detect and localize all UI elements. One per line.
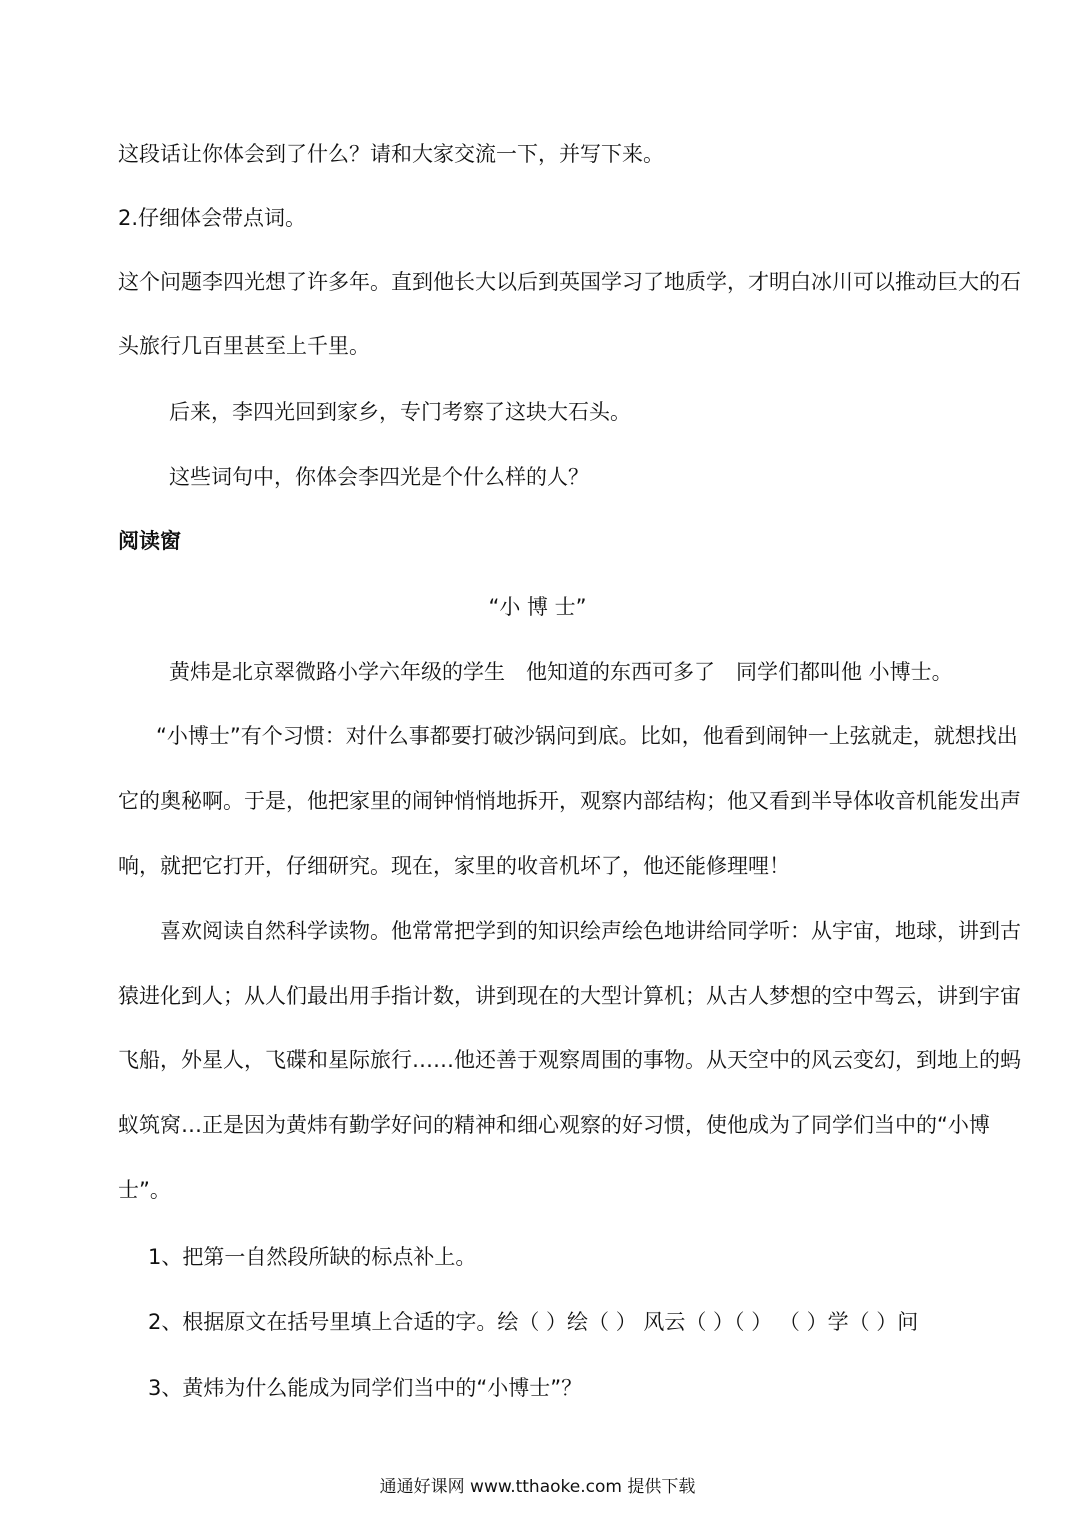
paragraph-2-line-1: “小博士”有个习惯：对什么事都要打破沙锅问到底。比如，他看到闹钟一上弦就走，就想找出 <box>156 724 1018 748</box>
question-1: 1、把第一自然段所缺的标点补上。 <box>148 1245 477 1269</box>
question-2: 2、根据原文在括号里填上合适的字。绘（ ）绘（ ） 风云（ ）（ ） （ ）学（ ）问 <box>148 1310 919 1334</box>
paragraph-1: 黄炜是北京翠微路小学六年级的学生 他知道的东西可多了 同学们都叫他 小博士。 <box>169 660 953 684</box>
question-3: 3、黄炜为什么能成为同学们当中的“小博士”？ <box>148 1376 583 1400</box>
paragraph-3-line-2: 猿进化到人；从人们最出用手指计数，讲到现在的大型计算机；从古人梦想的空中驾云，讲到宇宙 <box>118 984 1021 1008</box>
article-title: “小 博 士” <box>488 595 587 619</box>
paragraph-3-line-5: 士”。 <box>118 1178 171 1202</box>
reflection-question: 这些词句中，你体会李四光是个什么样的人？ <box>169 465 589 489</box>
paragraph-3-line-1: 喜欢阅读自然科学读物。他常常把学到的知识绘声绘色地讲给同学听：从宇宙，地球，讲到古 <box>160 919 1021 943</box>
paragraph-2-line-2: 它的奥秘啊。于是，他把家里的闹钟悄悄地拆开，观察内部结构；他又看到半导体收音机能发出声 <box>118 789 1021 813</box>
paragraph-3-line-4: 蚁筑窝…正是因为黄炜有勤学好问的精神和细心观察的好习惯，使他成为了同学们当中的“小博 <box>118 1113 990 1137</box>
footer-download-note: 通通好课网 www.tthaoke.com 提供下载 <box>379 1477 696 1497</box>
prompt-line: 这段话让你体会到了什么？请和大家交流一下，并写下来。 <box>118 142 664 166</box>
quote-line-1: 这个问题李四光想了许多年。直到他长大以后到英国学习了地质学，才明白冰川可以推动巨大的石 <box>118 270 1021 294</box>
reading-window-heading: 阅读窗 <box>118 529 181 553</box>
paragraph-2-line-3: 响，就把它打开，仔细研究。现在，家里的收音机坏了，他还能修理哩！ <box>118 854 790 878</box>
task-line: 2.仔细体会带点词。 <box>118 206 307 230</box>
paragraph-3-line-3: 飞船，外星人，飞碟和星际旅行……他还善于观察周围的事物。从天空中的风云变幻，到地上的蚂 <box>118 1048 1021 1072</box>
quote-line-3: 后来，李四光回到家乡，专门考察了这块大石头。 <box>169 400 631 424</box>
quote-line-2: 头旅行几百里甚至上千里。 <box>118 334 370 358</box>
